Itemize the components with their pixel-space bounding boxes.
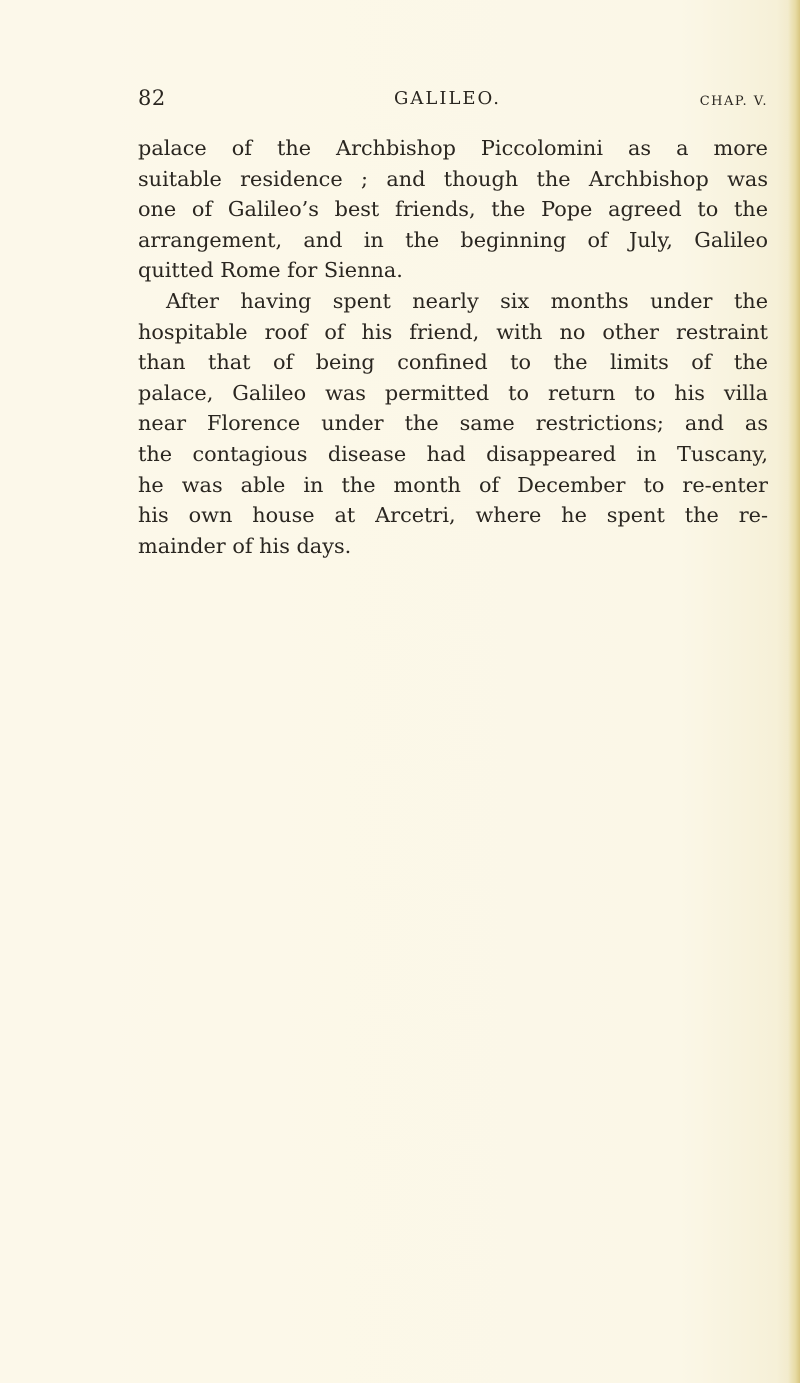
running-head bbox=[138, 86, 768, 116]
text-line: quitted Rome for Sienna. bbox=[138, 258, 403, 283]
paragraph-1 bbox=[138, 133, 768, 286]
text-line: arrangement, and in the beginning of July, Galileo bbox=[138, 227, 768, 252]
text-line: the contagious disease had disappeared in Tuscany, bbox=[138, 441, 768, 466]
text-line: suitable residence ; and though the Archbishop was bbox=[138, 166, 768, 191]
text-line: After having spent nearly six months under the bbox=[166, 288, 768, 313]
body-text bbox=[138, 133, 768, 561]
page-edge-shadow bbox=[788, 0, 800, 1383]
text-line: one of Galileo’s best friends, the Pope agreed to the bbox=[138, 197, 768, 222]
text-line: hospitable roof of his friend, with no other restraint bbox=[138, 319, 768, 344]
paragraph-2 bbox=[138, 286, 768, 561]
text-line: his own house at Arcetri, where he spent the re- bbox=[138, 503, 768, 528]
chapter-label: CHAP. V. bbox=[699, 94, 768, 109]
text-line: palace of the Archbishop Piccolomini as a more bbox=[138, 136, 768, 160]
text-line: near Florence under the same restrictions; and as bbox=[138, 411, 768, 436]
text-line: palace, Galileo was permitted to return to his villa bbox=[138, 380, 768, 405]
running-title: GALILEO. bbox=[394, 88, 501, 109]
text-line: mainder of his days. bbox=[138, 533, 352, 558]
page-number: 82 bbox=[138, 86, 166, 110]
text-line: he was able in the month of December to re-enter bbox=[138, 472, 768, 497]
text-line: than that of being confined to the limits of the bbox=[138, 350, 768, 375]
